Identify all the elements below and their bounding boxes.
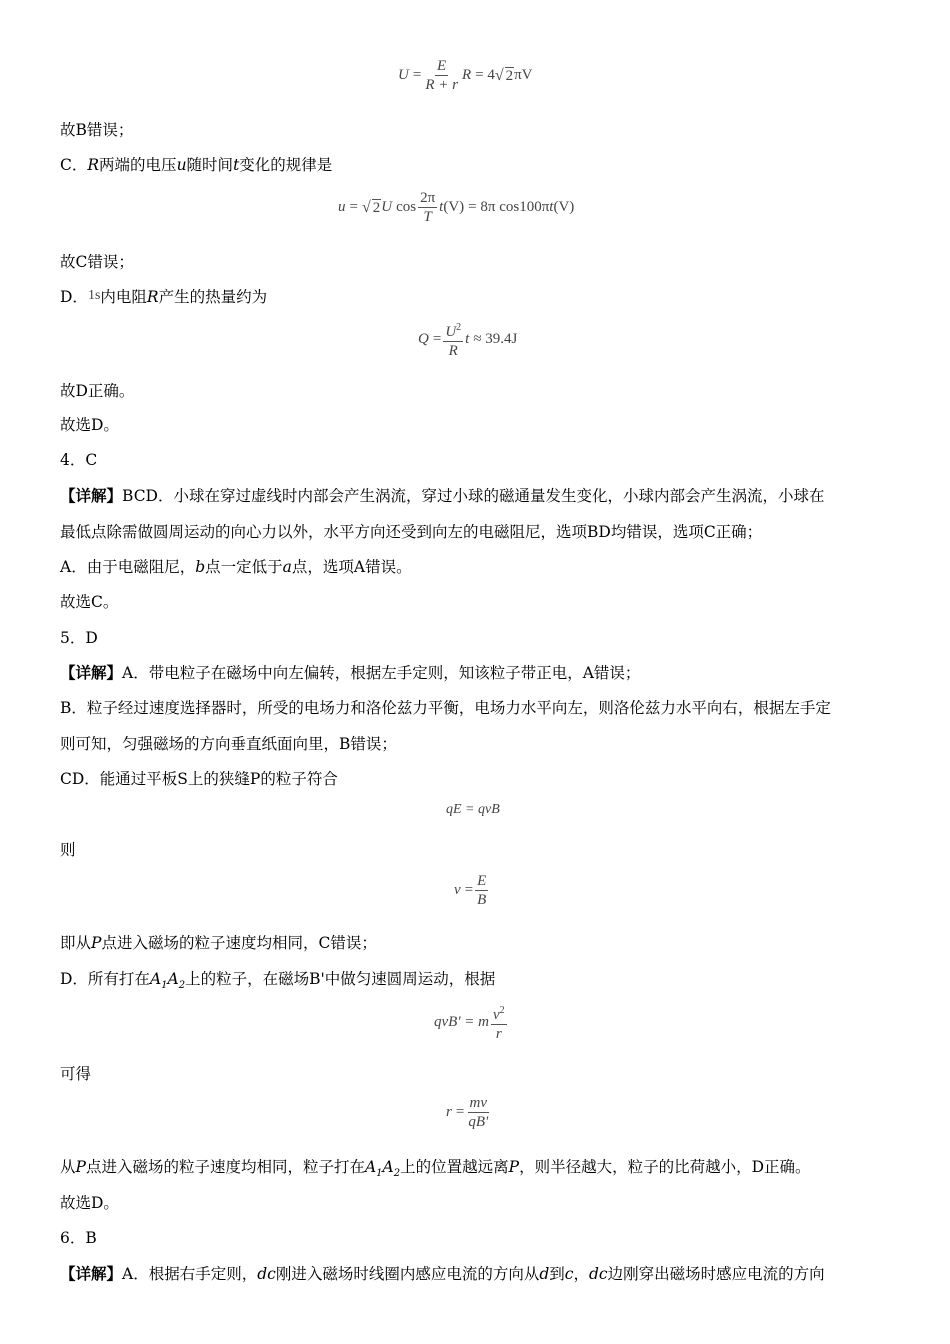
fraction	[466, 1095, 490, 1130]
denominator: qB'	[468, 1114, 489, 1130]
question-number: 5．D	[60, 629, 98, 647]
detail-tag: 【详解】	[60, 1264, 123, 1283]
numerator	[443, 320, 463, 342]
text-line	[60, 1157, 811, 1184]
var-P: P	[91, 934, 102, 952]
fraction	[418, 190, 437, 225]
numerator-var: v	[492, 1007, 500, 1023]
text-line	[60, 287, 267, 309]
text-line: CD．能通过平板S上的狭缝P的粒子符合	[60, 770, 338, 788]
var-b: b	[195, 558, 206, 576]
text-span: D．所有打在	[60, 970, 150, 988]
eq-sign: =	[349, 199, 358, 215]
text-span: 点进入磁场的粒子速度均相同，C错误；	[101, 934, 377, 952]
text-line	[60, 486, 824, 506]
text-span: 点一定低于	[205, 558, 283, 576]
text-span: 上的粒子，在磁场B'中做匀速圆周运动，根据	[185, 970, 496, 988]
sqrt-icon: √	[361, 198, 371, 216]
text-span: 变化的规律是	[239, 156, 333, 174]
detail-tag: 【详解】	[60, 486, 123, 505]
text-span: 从	[60, 1158, 76, 1176]
var-t: t	[233, 156, 240, 174]
sqrt-value: 2	[372, 199, 381, 216]
text-line: 则	[60, 841, 76, 859]
denominator: r	[495, 1026, 502, 1042]
text-line: B．粒子经过速度选择器时，所受的电场力和洛伦兹力平衡，电场力水平向左，则洛伦兹力水平向右，根据左手定	[60, 699, 831, 717]
denominator: R + r	[425, 77, 458, 93]
equation-voltage-time	[338, 190, 574, 225]
text-line: 可得	[60, 1065, 92, 1083]
var-A: A	[382, 1158, 394, 1176]
text-line: 则可知，匀强磁场的方向垂直纸面向里，B错误；	[60, 735, 397, 753]
text-span: ，	[573, 1265, 589, 1283]
var-A: A	[149, 970, 162, 988]
eq-sign: =	[464, 882, 474, 898]
text-line	[60, 663, 640, 683]
eq-symbol: u	[338, 199, 346, 215]
eq-sign: =	[432, 331, 442, 347]
text-span: 刚进入磁场时线圈内感应电流的方向从	[275, 1265, 540, 1283]
equation-centripetal	[434, 1003, 509, 1042]
fraction	[443, 320, 463, 359]
var-d: d	[539, 1265, 550, 1283]
text-line: 故选D。	[60, 1194, 119, 1212]
exponent: 2	[456, 322, 462, 333]
unit-1s: 1s	[87, 288, 101, 303]
text-span: BCD．小球在穿过虚线时内部会产生涡流，穿过小球的磁通量发生变化，小球内部会产生涡流，小球在	[122, 487, 825, 505]
text-line	[60, 155, 332, 175]
subscript: 1	[376, 1168, 383, 1180]
exponent: 2	[499, 1005, 505, 1016]
eq-symbol: U	[381, 199, 393, 215]
var-R: R	[87, 156, 100, 174]
text-line	[60, 557, 412, 577]
text-span: 点，选项A错误。	[291, 558, 412, 576]
eq-symbol: U	[398, 67, 409, 83]
text-span: D．	[60, 288, 88, 306]
text-line: 最低点除需做圆周运动的向心力以外，水平方向还受到向左的电磁阻尼，选项BD均错误，选项C正确；	[60, 523, 763, 541]
text-line: 故B错误；	[60, 121, 134, 139]
denominator: T	[423, 209, 432, 225]
eq-text: = 4	[475, 67, 495, 83]
text-span: 点进入磁场的粒子速度均相同，粒子打在	[85, 1158, 365, 1176]
numerator: E	[437, 58, 447, 74]
text-line	[60, 933, 377, 953]
text-line: 故C错误；	[60, 253, 134, 271]
var-A: A	[167, 970, 179, 988]
eq-text: = 8π cos100π	[468, 199, 550, 215]
text-span: 随时间	[186, 156, 234, 174]
var-R: R	[146, 288, 159, 306]
text-line	[60, 1264, 825, 1284]
equation-radius	[446, 1095, 492, 1130]
var-P: P	[75, 1158, 86, 1176]
text-span: C．	[60, 156, 88, 174]
text-line: 故选C。	[60, 593, 119, 611]
detail-tag: 【详解】	[60, 663, 123, 682]
eq-symbol: r	[446, 1104, 452, 1120]
eq-symbol: t	[549, 199, 554, 215]
question-number: 6．B	[60, 1229, 97, 1247]
eq-symbol: t	[465, 331, 470, 347]
text-span: 内电阻	[100, 288, 147, 306]
subscript: 2	[393, 1168, 401, 1180]
equation-balance: qE = qvB	[446, 802, 500, 817]
eq-text: (V)	[443, 199, 465, 215]
text-span: 两端的电压	[99, 156, 177, 174]
numerator: mv	[469, 1095, 487, 1111]
sqrt-value: 2	[505, 67, 514, 84]
fraction	[475, 873, 488, 908]
text-span: 边刚穿出磁场时感应电流的方向	[607, 1265, 825, 1283]
text-span: ，则半径越大，粒子的比荷越小，D正确。	[519, 1158, 811, 1176]
var-a: a	[282, 558, 292, 576]
denominator: R	[448, 343, 458, 359]
var-P: P	[508, 1158, 520, 1176]
numerator: E	[477, 873, 487, 889]
text-line: 故选D。	[60, 416, 119, 434]
var-dc: dc	[589, 1265, 608, 1283]
eq-symbol: Q	[418, 331, 429, 347]
var-dc: dc	[257, 1265, 276, 1283]
text-span: A．根据右手定则，	[122, 1265, 258, 1283]
eq-sign: =	[455, 1104, 465, 1120]
sqrt-icon: √	[494, 66, 504, 84]
equation-voltage	[398, 58, 533, 93]
eq-text: πV	[514, 67, 533, 83]
question-number: 4．C	[60, 451, 98, 469]
numerator-var: U	[445, 324, 457, 340]
eq-text: cos	[396, 199, 417, 215]
text-line: 故D正确。	[60, 382, 135, 400]
var-A: A	[364, 1158, 377, 1176]
text-span: 到	[549, 1265, 565, 1283]
eq-text: qvB' = m	[434, 1014, 489, 1030]
var-c: c	[564, 1265, 574, 1283]
eq-text: ≈ 39.4J	[473, 331, 518, 347]
eq-symbol: t	[439, 199, 444, 215]
eq-symbol: R	[461, 67, 472, 83]
denominator: B	[477, 892, 487, 908]
text-span: 上的位置越远离	[400, 1158, 509, 1176]
subscript: 2	[178, 980, 186, 992]
equation-velocity	[454, 873, 490, 908]
var-u: u	[176, 156, 187, 174]
subscript: 1	[161, 980, 168, 992]
text-span: 产生的热量约为	[158, 288, 268, 306]
eq-text: (V)	[553, 199, 575, 215]
eq-symbol: v	[454, 882, 461, 898]
text-span: A．带电粒子在磁场中向左偏转，根据左手定则，知该粒子带正电，A错误；	[122, 664, 641, 682]
numerator	[491, 1003, 507, 1025]
text-line	[60, 969, 495, 996]
text-span: 即从	[60, 934, 92, 952]
fraction	[491, 1003, 507, 1042]
equation-heat	[418, 320, 517, 359]
numerator: 2π	[420, 190, 436, 206]
text-span: A．由于电磁阻尼，	[60, 558, 196, 576]
eq-sign: =	[412, 67, 422, 83]
fraction	[423, 58, 460, 93]
